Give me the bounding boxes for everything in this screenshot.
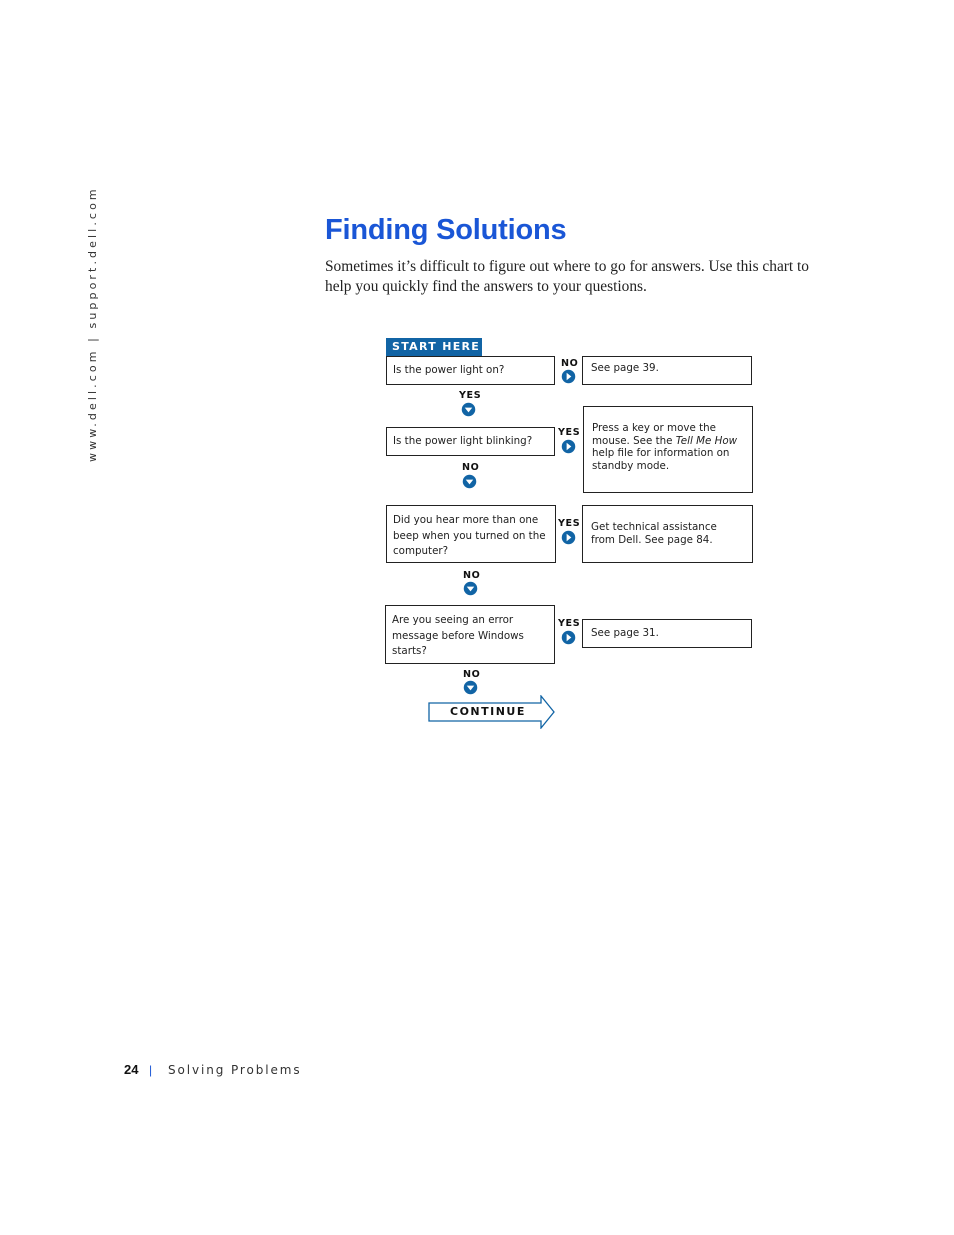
no-label: NO <box>463 669 481 680</box>
yes-label: YES <box>558 618 581 629</box>
intro-paragraph: Sometimes it’s difficult to figure out where to go for answers. Use this chart to help you quickly find the answers to your questions. <box>325 258 810 295</box>
question-text: Is the power light blinking? <box>393 435 533 447</box>
start-here-label: START HERE <box>386 338 482 356</box>
page-title: Finding Solutions <box>325 214 567 246</box>
section-name: Solving Problems <box>168 1063 302 1077</box>
continue-label: CONTINUE <box>450 705 526 718</box>
right-arrow-icon <box>561 530 576 545</box>
question-text: Did you hear more than one beep when you turned on the computer? <box>393 514 546 557</box>
question-error-message <box>385 605 555 664</box>
question-power-light-blinking <box>386 427 555 456</box>
sidebar-url: www.dell.com | support.dell.com <box>86 186 99 462</box>
question-text: Are you seeing an error message before Windows starts? <box>392 614 524 657</box>
down-arrow-icon <box>462 474 477 489</box>
answer-see-page-31 <box>582 619 752 648</box>
page-number: 24 <box>124 1062 139 1077</box>
answer-text: See page 31. <box>591 627 659 639</box>
footer-separator: | <box>149 1063 153 1077</box>
down-arrow-icon <box>463 680 478 695</box>
question-power-light-on <box>386 356 555 385</box>
yes-label: YES <box>558 427 581 438</box>
answer-text-pre: Press a key or move the mouse. See the <box>592 422 716 447</box>
answer-text: Get technical assistance from Dell. See page 84. <box>591 521 717 546</box>
question-beeps <box>386 505 556 563</box>
answer-text: See page 39. <box>591 362 659 374</box>
right-arrow-icon <box>561 369 576 384</box>
yes-label: YES <box>558 518 581 529</box>
answer-standby-mode <box>583 406 753 493</box>
down-arrow-icon <box>461 402 476 417</box>
down-arrow-icon <box>463 581 478 596</box>
answer-technical-assistance <box>582 505 753 563</box>
right-arrow-icon <box>561 630 576 645</box>
yes-label: YES <box>459 390 482 401</box>
no-label: NO <box>462 462 480 473</box>
answer-see-page-39 <box>582 356 752 385</box>
help-file-name: Tell Me How <box>675 434 738 447</box>
no-label: NO <box>463 570 481 581</box>
no-label: NO <box>561 358 579 369</box>
answer-text-post: help file for information on standby mode. <box>592 447 730 472</box>
right-arrow-icon <box>561 439 576 454</box>
question-text: Is the power light on? <box>393 364 505 376</box>
